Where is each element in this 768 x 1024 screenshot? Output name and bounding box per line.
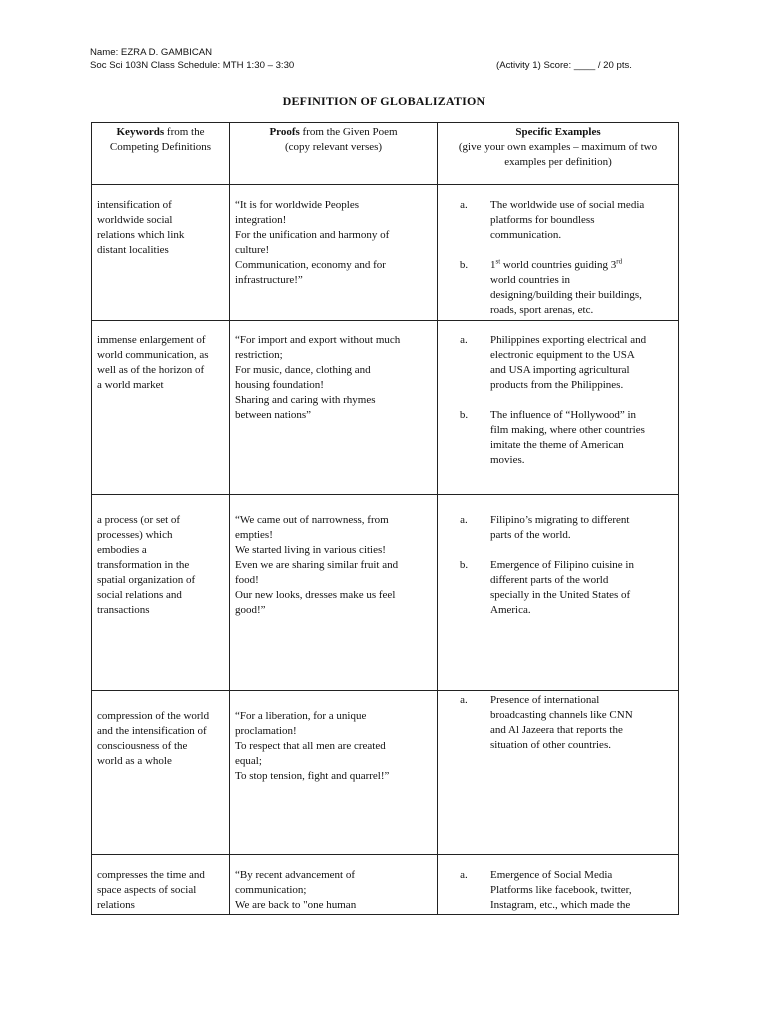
keyword-line: and the intensification of	[97, 725, 207, 737]
example-text: 1	[490, 259, 496, 271]
keyword-line: space aspects of social	[97, 884, 197, 896]
column-header-proofs	[230, 123, 438, 185]
example-line: products from the Philippines.	[490, 379, 624, 391]
example-line: Philippines exporting electrical and	[490, 334, 647, 346]
proof-line: “We came out of narrowness, from	[235, 514, 389, 526]
examples-cell	[438, 495, 679, 691]
proof-line: food!	[235, 574, 259, 586]
keyword-line: world communication, as	[97, 349, 209, 361]
document-title: DEFINITION OF GLOBALIZATION	[282, 94, 486, 108]
keyword-line: transformation in the	[97, 559, 190, 571]
proofs-cell	[230, 691, 438, 855]
table-row	[92, 495, 679, 691]
example-marker: b.	[459, 559, 469, 571]
example-line: Emergence of Filipino cuisine in	[490, 559, 634, 571]
keyword-line: immense enlargement of	[97, 334, 206, 346]
proof-line: proclamation!	[235, 725, 297, 737]
example-marker: b.	[459, 409, 469, 421]
example-line: communication.	[490, 229, 562, 241]
column-header-examples	[438, 123, 679, 185]
proof-line: Sharing and caring with rhymes	[235, 394, 376, 406]
table-row	[92, 855, 679, 915]
header-keyword-rest: from the	[164, 126, 205, 138]
example-line: electronic equipment to the USA	[490, 349, 635, 361]
example-line: film making, where other countries	[490, 424, 645, 436]
proof-line: good!”	[235, 604, 266, 616]
table-header-row	[92, 123, 679, 185]
class-schedule: Soc Sci 103N Class Schedule: MTH 1:30 – 3:30	[90, 60, 295, 71]
table-row	[92, 691, 679, 855]
example-item	[438, 868, 674, 913]
header-proofs-line2: (copy relevant verses)	[284, 141, 383, 153]
example-line: America.	[490, 604, 531, 616]
example-line: movies.	[490, 454, 525, 466]
header-examples-line2: (give your own examples – maximum of two	[458, 141, 658, 153]
proof-line: “By recent advancement of	[235, 869, 356, 881]
proof-line: “It is for worldwide Peoples	[235, 199, 360, 211]
example-superscript: st	[495, 257, 501, 266]
example-line: broadcasting channels like CNN	[490, 709, 633, 721]
example-line: imitate the theme of American	[490, 439, 624, 451]
keyword-line: well as of the horizon of	[97, 364, 205, 376]
keyword-line: spatial organization of	[97, 574, 196, 586]
header-proofs-rest: from the Given Poem	[299, 126, 398, 138]
keywords-cell	[92, 321, 230, 495]
example-line: Presence of international	[490, 694, 600, 706]
proof-line: Communication, economy and for	[235, 259, 386, 271]
example-line: world countries in	[490, 274, 571, 286]
proof-line: For music, dance, clothing and	[235, 364, 371, 376]
keyword-line: relations	[97, 899, 135, 911]
example-marker: a.	[460, 199, 468, 211]
proof-line: equal;	[235, 755, 262, 767]
header-examples-bold: Specific Examples	[515, 126, 601, 138]
example-line: and USA importing agricultural	[490, 364, 630, 376]
proof-line: To respect that all men are created	[235, 740, 386, 752]
example-line: Instagram, etc., which made the	[490, 899, 631, 911]
proof-line: culture!	[235, 244, 270, 256]
proof-line: We started living in various cities!	[235, 544, 386, 556]
proofs-cell	[230, 185, 438, 321]
header-examples-line3: examples per definition)	[504, 156, 612, 168]
example-marker: a.	[460, 334, 468, 346]
proof-line: To stop tension, fight and quarrel!”	[235, 770, 390, 782]
example-line: situation of other countries.	[490, 739, 611, 751]
example-line: and Al Jazeera that reports the	[490, 724, 623, 736]
example-line: Platforms like facebook, twitter,	[490, 884, 632, 896]
example-marker: b.	[459, 259, 469, 271]
keyword-line: social relations and	[97, 589, 182, 601]
keyword-line: embodies a	[97, 544, 147, 556]
example-item	[438, 258, 674, 318]
keyword-line: worldwide social	[97, 214, 173, 226]
example-item	[438, 693, 674, 753]
proof-line: Our new looks, dresses make us feel	[235, 589, 396, 601]
example-marker: a.	[460, 694, 468, 706]
keywords-cell	[92, 691, 230, 855]
example-line: specially in the United States of	[490, 589, 631, 601]
keyword-line: consciousness of the	[97, 740, 188, 752]
example-line: roads, sport arenas, etc.	[490, 304, 594, 316]
proof-line: empties!	[235, 529, 273, 541]
keyword-line: intensification of	[97, 199, 172, 211]
keyword-line: a process (or set of	[97, 514, 181, 526]
example-line: designing/building their buildings,	[490, 289, 642, 301]
header-keyword-line2: Competing Definitions	[109, 141, 212, 153]
example-text: world countries guiding 3	[500, 259, 617, 271]
proof-line: “For a liberation, for a unique	[235, 710, 367, 722]
example-item	[438, 558, 674, 618]
examples-cell	[438, 185, 679, 321]
proof-line: between nations”	[235, 409, 312, 421]
example-item	[438, 513, 674, 543]
example-line: platforms for boundless	[490, 214, 595, 226]
proof-line: restriction;	[235, 349, 283, 361]
header-keyword-bold: Keywords	[116, 126, 165, 138]
examples-cell	[438, 855, 679, 915]
keyword-line: relations which link	[97, 229, 185, 241]
example-superscript: rd	[616, 257, 623, 266]
examples-cell	[438, 321, 679, 495]
proof-line: “For import and export without much	[235, 334, 401, 346]
keyword-line: compression of the world	[97, 710, 210, 722]
proof-line: Even we are sharing similar fruit and	[235, 559, 399, 571]
keyword-line: transactions	[97, 604, 150, 616]
header-proofs-bold: Proofs	[269, 126, 300, 138]
example-line: parts of the world.	[490, 529, 571, 541]
example-line: The influence of “Hollywood” in	[490, 409, 637, 421]
example-line	[490, 258, 674, 273]
proofs-cell	[230, 855, 438, 915]
keywords-cell	[92, 185, 230, 321]
proof-line: We are back to "one human	[235, 899, 357, 911]
proofs-cell	[230, 321, 438, 495]
example-line: Filipino’s migrating to different	[490, 514, 630, 526]
proofs-cell	[230, 495, 438, 691]
table-row	[92, 185, 679, 321]
example-item	[438, 408, 674, 468]
example-item	[438, 198, 674, 243]
proof-line: For the unification and harmony of	[235, 229, 390, 241]
table-row	[92, 321, 679, 495]
keyword-line: compresses the time and	[97, 869, 205, 881]
proof-line: infrastructure!”	[235, 274, 303, 286]
keyword-line: processes) which	[97, 529, 173, 541]
example-marker: a.	[460, 514, 468, 526]
proof-line: housing foundation!	[235, 379, 324, 391]
proof-line: integration!	[235, 214, 287, 226]
example-marker: a.	[460, 869, 468, 881]
proof-line: communication;	[235, 884, 307, 896]
example-line: The worldwide use of social media	[490, 199, 645, 211]
column-header-keywords	[92, 123, 230, 185]
examples-cell	[438, 691, 679, 855]
keywords-cell	[92, 855, 230, 915]
globalization-table	[91, 122, 679, 915]
example-line: Emergence of Social Media	[490, 869, 613, 881]
example-item	[438, 333, 674, 393]
example-line: different parts of the world	[490, 574, 609, 586]
keyword-line: a world market	[97, 379, 164, 391]
keywords-cell	[92, 495, 230, 691]
keyword-line: world as a whole	[97, 755, 172, 767]
activity-score: (Activity 1) Score: ____ / 20 pts.	[496, 60, 632, 71]
student-name: Name: EZRA D. GAMBICAN	[90, 47, 213, 58]
keyword-line: distant localities	[97, 244, 169, 256]
